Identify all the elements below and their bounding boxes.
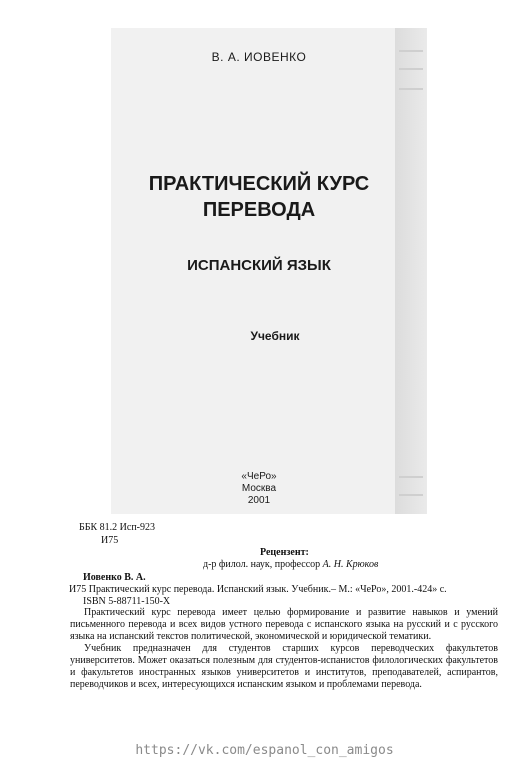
bleed-through-mark bbox=[399, 88, 423, 90]
watermark-url: https://vk.com/espanol_con_amigos bbox=[135, 743, 394, 758]
reviewer-degree: д-р филол. наук, профессор bbox=[203, 559, 321, 570]
publication-year: 2001 bbox=[247, 495, 271, 506]
annotation-paragraph-1: Практический курс перевода имеет целью формирование и развитие навыков и умений письменного перевода и всех видов устного перевода с испанского языка на русский и с русского языка на испанский текстов политической, экономической и юридической тематики. bbox=[70, 607, 498, 642]
bibliographic-reference: И75 Практический курс перевода. Испанский язык. Учебник.– М.: «ЧеРо», 2001.-424» с. bbox=[69, 584, 447, 595]
book-title-line-1: ПРАКТИЧЕСКИЙ КУРС bbox=[148, 173, 370, 195]
reviewer-heading: Рецензент: bbox=[260, 547, 309, 558]
isbn: ISBN 5-88711-150-X bbox=[83, 596, 171, 607]
publisher-city: Москва bbox=[241, 483, 277, 494]
reviewer-name: А. Н. Крюков bbox=[322, 559, 379, 570]
bbk-code: ББК 81.2 Исп-923 bbox=[79, 522, 155, 533]
book-title-line-2: ПЕРЕВОДА bbox=[202, 199, 316, 221]
bleed-through-mark bbox=[399, 68, 423, 70]
book-kind: Учебник bbox=[250, 329, 300, 343]
reviewer-line bbox=[203, 559, 378, 570]
author-index: И75 bbox=[101, 535, 119, 546]
annotation-paragraph-2: Учебник предназначен для студентов старших курсов переводческих факультетов университетов. Может оказаться полезным для студентов-испанистов филологических факультетов и факультетов иностранных языков университетов и институтов, преподавателей, аспирантов, переводчиков и всех, интересующихся испанским языком и проблемами перевода. bbox=[70, 643, 498, 690]
publisher-name: «ЧеРо» bbox=[241, 471, 277, 482]
title-page-scan bbox=[111, 28, 427, 514]
book-subtitle: ИСПАНСКИЙ ЯЗЫК bbox=[187, 257, 331, 274]
author-name: Иовенко В. А. bbox=[83, 572, 146, 583]
book-author: В. А. ИОВЕНКО bbox=[211, 50, 307, 64]
